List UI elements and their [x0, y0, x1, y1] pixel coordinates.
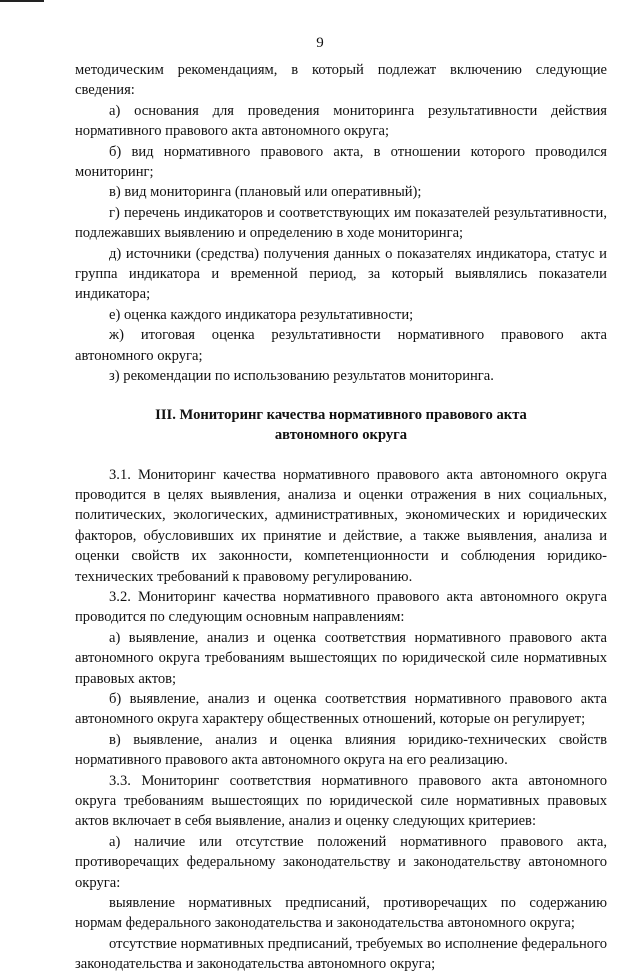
section-heading-line2: автономного округа	[274, 426, 408, 443]
page-number: 9	[316, 35, 324, 51]
list-item-zh: ж) итоговая оценка результативности нормативного правового акта автономного округа;	[75, 327, 607, 364]
section-heading	[75, 405, 607, 445]
list-item-g: г) перечень индикаторов и соответствующих им показателей результативности, подлежавших выявлению и определению в ходе мониторинга;	[75, 204, 607, 242]
clause-3-2: 3.2. Мониторинг качества нормативного правового акта автономного округа проводится по следующим основным направлениям:	[75, 588, 607, 626]
list-item-e: е) оценка каждого индикатора результативности;	[109, 306, 414, 323]
clause-3-3-a-item1: выявление нормативных предписаний, противоречащих по содержанию нормам федерального законодательства и законодательства автономного округа;	[75, 895, 607, 932]
clause-3-1: 3.1. Мониторинг качества нормативного правового акта автономного округа проводится в целях выявления, анализа и оценки отражения в них социальных, политических, экологических, административных, экономических и юридических факторов, обусловивших их принятие и действие, а также выявления, анализа и оценки свойств их законности, компетенционности и соблюдения юридико-технических требований к правовому регулированию.	[75, 466, 607, 585]
list-item-v: в) вид мониторинга (плановый или оперативный);	[109, 184, 422, 201]
clause-3-2-v: в) выявление, анализ и оценка влияния юридико-технических свойств нормативного правового акта автономного округа на его реализацию.	[75, 731, 607, 769]
list-item-a: а) основания для проведения мониторинга результативности действия нормативного правового акта автономного округа;	[75, 102, 607, 140]
section-heading-line1: III. Мониторинг качества нормативного правового акта	[155, 406, 527, 423]
clause-3-2-a: а) выявление, анализ и оценка соответствия нормативного правового акта автономного округа требованиям вышестоящих по юридической силе нормативных правовых актов;	[75, 629, 607, 687]
list-item-z: з) рекомендации по использованию результатов мониторинга.	[109, 368, 494, 385]
list-item-d: д) источники (средства) получения данных о показателях индикатора, статус и группа индикатора и временной период, за который выявлялись показатели индикатора;	[75, 245, 607, 303]
document-body	[75, 60, 607, 975]
scan-corner-mark	[0, 0, 44, 2]
clause-3-3-a-item2: отсутствие нормативных предписаний, требуемых во исполнение федерального законодательства и законодательства автономного округа;	[75, 935, 607, 973]
clause-3-3-a: а) наличие или отсутствие положений нормативного правового акта, противоречащих федеральному законодательству и законодательству автономного округа:	[75, 833, 607, 891]
clause-3-3: 3.3. Мониторинг соответствия нормативного правового акта автономного округа требованиям вышестоящих по юридической силе нормативных правовых актов включает в себя выявление, анализ и оценку следующих критериев:	[75, 772, 607, 830]
clause-3-2-b: б) выявление, анализ и оценка соответствия нормативного правового акта автономного округа характеру общественных отношений, которые он регулирует;	[75, 690, 607, 728]
list-item-b: б) вид нормативного правового акта, в отношении которого проводился мониторинг;	[75, 143, 607, 181]
intro-paragraph-continuation: методическим рекомендациям, в который подлежат включению следующие сведения:	[75, 62, 607, 99]
